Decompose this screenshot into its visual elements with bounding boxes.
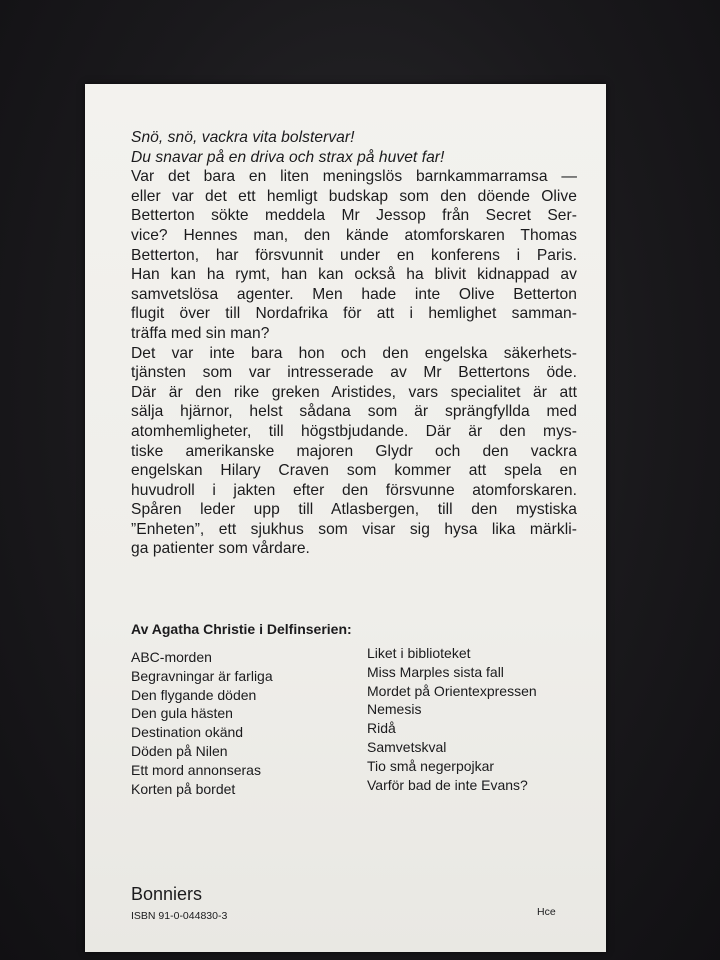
series-title: ABC-morden <box>131 649 212 665</box>
blurb-line: engelskan Hilary Craven som kommer att spela en <box>131 462 577 480</box>
blurb-line: Betterton, har försvunnit under en konferens i Paris. <box>131 246 577 264</box>
series-title: Korten på bordet <box>131 780 236 797</box>
series-title: Tio små negerpojkar <box>367 757 495 774</box>
blurb-text <box>131 128 577 559</box>
book-back-cover <box>85 84 606 952</box>
series-title: Den gula hästen <box>131 705 233 722</box>
series-title: Den flygande döden <box>131 686 257 703</box>
publisher-name: Bonniers <box>131 884 203 904</box>
blurb-line: tjänsten som var intresserade av Mr Bettertons öde. <box>131 364 577 382</box>
series-title: Döden på Nilen <box>131 742 228 759</box>
printer-code: Hce <box>537 906 556 918</box>
series-title: Begravningar är farliga <box>131 667 273 684</box>
series-heading: Av Agatha Christie i Delfinserien: <box>131 621 352 637</box>
blurb-line: Spåren leder upp till Atlasbergen, till den mystiska <box>131 501 577 519</box>
blurb-line: flugit över till Nordafrika för att i hemlighet samman- <box>131 305 577 323</box>
blurb-line: ga patienter som vårdare. <box>131 540 310 558</box>
blurb-line: Var det bara en liten meningslös barnkammarramsa — <box>131 168 577 186</box>
series-title: Destination okänd <box>131 724 244 741</box>
blurb-verse-line: Du snavar på en driva och strax på huvet far! <box>131 148 445 166</box>
blurb-line: Där är den rike greken Aristides, vars specialitet är att <box>131 383 577 401</box>
blurb-line: samvetslösa agenter. Men hade inte Olive Betterton <box>131 285 577 303</box>
blurb-verse-line: Snö, snö, vackra vita bolstervar! <box>131 129 355 146</box>
blurb-line: sälja hjärnor, helst sådana som är sprängfyllda med <box>131 403 577 421</box>
series-title: Nemesis <box>367 701 422 718</box>
series-title: Miss Marples sista fall <box>367 663 504 680</box>
blurb-line: tiske amerikanske majoren Glydr och den vackra <box>131 442 577 460</box>
blurb-line: Han kan ha rymt, han kan också ha blivit kidnappad av <box>131 266 577 284</box>
blurb-line: Betterton sökte meddela Mr Jessop från Secret Ser- <box>131 207 577 225</box>
blurb-line: huvudroll i jakten efter den försvunne atomforskaren. <box>131 481 577 499</box>
blurb-line: träffa med sin man? <box>131 324 270 342</box>
series-title: Varför bad de inte Evans? <box>367 776 528 793</box>
series-titles-right <box>367 644 537 794</box>
blurb-line: eller var det ett hemligt budskap som den döende Olive <box>131 187 577 205</box>
series-title: Ridå <box>367 720 396 737</box>
series-title: Liket i biblioteket <box>367 645 471 661</box>
blurb-line: Det var inte bara hon och den engelska säkerhets- <box>131 344 577 362</box>
series-title: Samvetskval <box>367 738 447 755</box>
blurb-line: ”Enheten”, ett sjukhus som visar sig hysa lika märkli- <box>131 520 577 538</box>
series-titles-left <box>131 648 273 798</box>
isbn-number: ISBN 91-0-044830-3 <box>131 910 228 922</box>
series-title: Mordet på Orientexpressen <box>367 682 537 699</box>
blurb-line: vice? Hennes man, den kände atomforskaren Thomas <box>131 226 577 244</box>
blurb-line: atomhemligheter, till högstbjudande. Där är den mys- <box>131 422 577 440</box>
series-title: Ett mord annonseras <box>131 761 261 778</box>
